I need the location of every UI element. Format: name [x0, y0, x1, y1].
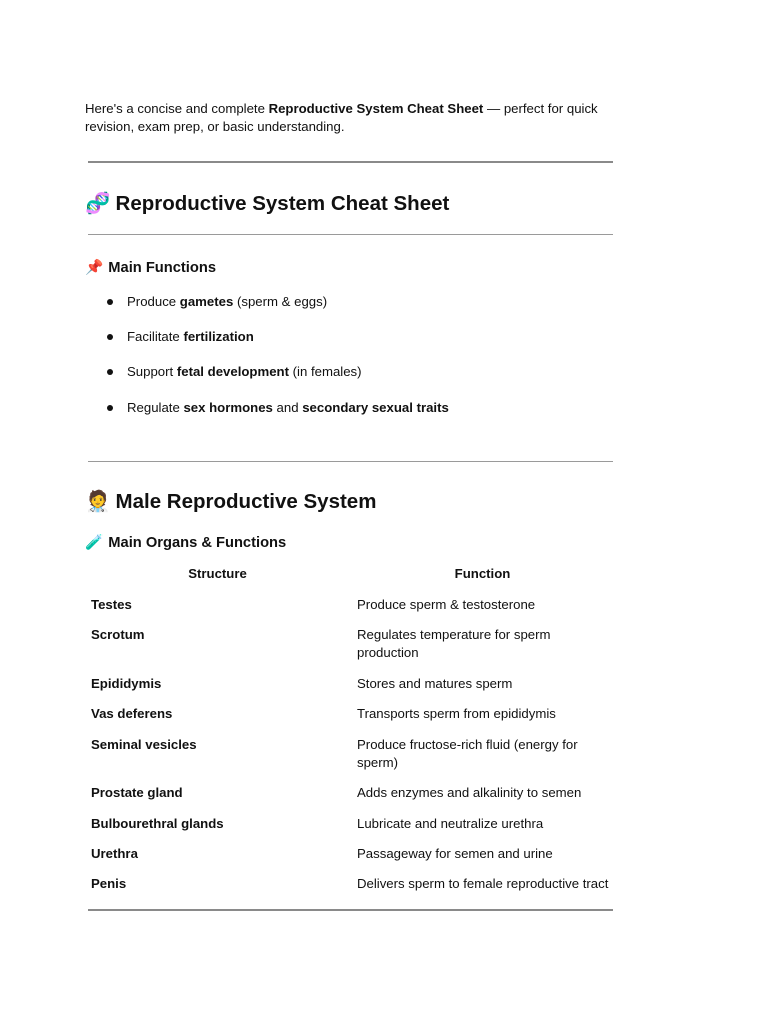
list-item-bold: secondary sexual traits: [302, 400, 449, 415]
divider: [88, 234, 613, 235]
table-cell-structure: Penis: [91, 876, 127, 891]
list-item-text: Facilitate: [127, 329, 184, 344]
table-header-function: Function: [454, 566, 511, 581]
list-item-text: Regulate: [127, 400, 184, 415]
table-cell-function: Transports sperm from epididymis: [357, 706, 556, 721]
table-cell-structure: Epididymis: [91, 676, 162, 691]
list-item-bold: gametes: [179, 294, 234, 309]
health-worker-icon: 🧑‍⚕️: [85, 490, 111, 513]
list-item-text: Produce: [127, 294, 180, 309]
list-item: [127, 294, 327, 310]
bullet-icon: [107, 369, 113, 375]
list-item-bold: fertilization: [183, 329, 254, 344]
intro-text-bold: Reproductive System Cheat Sheet: [268, 101, 484, 116]
list-item-text: (in females): [288, 364, 362, 379]
organs-heading: [85, 534, 286, 552]
intro-paragraph: [85, 100, 625, 136]
table-cell-structure: Seminal vesicles: [91, 737, 197, 752]
bullet-icon: [107, 334, 113, 340]
main-functions-heading-text: Main Functions: [108, 260, 217, 276]
divider: [88, 909, 613, 911]
list-item-text: Support: [127, 364, 177, 379]
organs-heading-text: Main Organs & Functions: [108, 535, 287, 551]
page-title-text: Reproductive System Cheat Sheet: [115, 192, 450, 215]
table-cell-structure: Vas deferens: [91, 706, 173, 721]
divider: [88, 161, 613, 163]
main-functions-heading: [85, 259, 216, 277]
list-item-text: and: [272, 400, 303, 415]
page-title: [85, 192, 449, 216]
intro-text-end: — perfect for quick revision, exam prep, or basic understanding.: [85, 101, 598, 134]
male-section-heading-text: Male Reproductive System: [115, 490, 377, 513]
list-item-bold: fetal development: [176, 364, 289, 379]
table-cell-function: Produce sperm & testosterone: [357, 597, 536, 612]
table-cell-function: Adds enzymes and alkalinity to semen: [357, 785, 582, 800]
bullet-icon: [107, 405, 113, 411]
divider: [88, 461, 613, 462]
bullet-icon: [107, 299, 113, 305]
table-header-structure: Structure: [188, 566, 247, 581]
test-tube-icon: 🧪: [85, 535, 104, 551]
list-item: [127, 400, 449, 416]
table-cell-structure: Bulbourethral glands: [91, 816, 224, 831]
table-cell-structure: Scrotum: [91, 627, 145, 642]
dna-icon: 🧬: [85, 192, 111, 215]
pushpin-icon: 📌: [85, 260, 104, 276]
table-cell-function: Delivers sperm to female reproductive tract: [357, 876, 609, 891]
intro-text-start: Here's a concise and complete: [85, 101, 269, 116]
table-cell-function: Stores and matures sperm: [357, 676, 513, 691]
table-cell-structure: Prostate gland: [91, 785, 183, 800]
list-item: [127, 364, 362, 380]
table-cell-structure: Urethra: [91, 846, 138, 861]
list-item: [127, 329, 254, 345]
table-cell-function: Produce fructose-rich fluid (energy for sperm): [357, 737, 578, 770]
table-cell-function: Regulates temperature for sperm production: [357, 627, 551, 660]
list-item-text: (sperm & eggs): [233, 294, 328, 309]
male-section-heading: [85, 490, 376, 514]
table-cell-function: Lubricate and neutralize urethra: [357, 816, 544, 831]
table-cell-function: Passageway for semen and urine: [357, 846, 553, 861]
list-item-bold: sex hormones: [183, 400, 273, 415]
table-cell-structure: Testes: [91, 597, 132, 612]
